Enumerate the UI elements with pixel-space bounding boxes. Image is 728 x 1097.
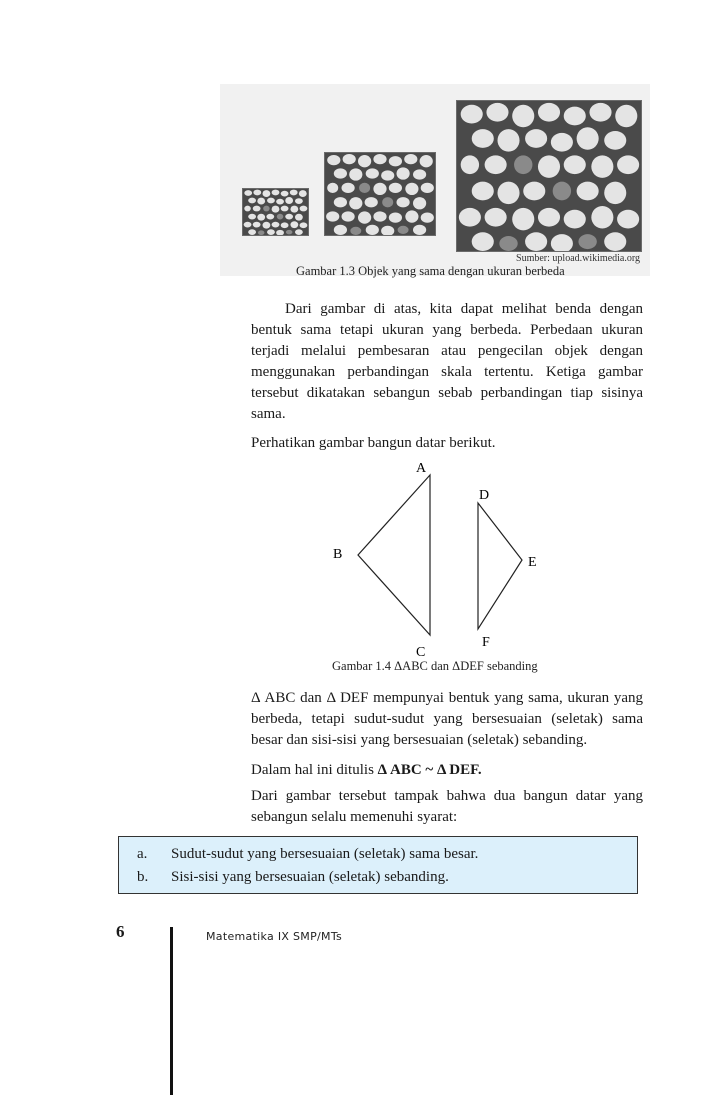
paragraph-intro: Dari gambar di atas, kita dapat melihat benda dengan bentuk sama tetapi ukuran yang berbeda. Perbedaan ukuran terjadi melalui pembesaran atau pengecilan objek dengan menggunakan perbandingan skala tertentu. Ketiga gambar tersebut dikatakan sebangun sebab perbandingan tiap sisinya sama. <box>251 301 643 422</box>
vertex-label-b: B <box>333 547 343 562</box>
similarity-notation: Δ ABC ~ Δ DEF. <box>377 762 482 778</box>
running-head: Matematika IX SMP/MTs <box>206 930 343 943</box>
figure-1-4-caption: Gambar 1.4 ΔABC dan ΔDEF sebanding <box>332 659 538 673</box>
vertex-label-a: A <box>416 461 427 476</box>
vertex-label-d: D <box>479 488 490 503</box>
vertex-label-e: E <box>528 555 537 570</box>
triangle-abc <box>358 475 430 635</box>
cell-image-medium <box>324 152 436 236</box>
cell-image-large <box>456 100 642 252</box>
paragraph-instruction: Perhatikan gambar bangun datar berikut. <box>251 435 496 451</box>
triangle-def <box>478 503 522 629</box>
notation-prefix: Dalam hal ini ditulis <box>251 762 378 778</box>
paragraph-conditions-intro: Dari gambar tersebut tampak bahwa dua bangun datar yang sebangun selalu memenuhi syarat: <box>251 788 643 825</box>
condition-text: Sisi-sisi yang bersesuaian (seletak) sebanding. <box>171 869 449 885</box>
cell-image-small <box>242 188 309 236</box>
image-source-credit: Sumber: upload.wikimedia.org <box>516 253 640 264</box>
vertex-label-f: F <box>482 635 490 650</box>
paragraph-similarity-explanation: Δ ABC dan Δ DEF mempunyai bentuk yang sama, ukuran yang berbeda, tetapi sudut-sudut yang bersesuaian (seletak) sama besar dan sisi-sisi yang bersesuaian (seletak) sebanding. <box>251 690 643 748</box>
footer-divider <box>170 927 173 1095</box>
condition-marker: a. <box>137 846 148 862</box>
vertex-label-c: C <box>416 645 426 660</box>
figure-1-3-caption: Gambar 1.3 Objek yang sama dengan ukuran berbeda <box>296 264 565 278</box>
condition-marker: b. <box>137 869 149 885</box>
similarity-conditions-box <box>118 836 638 894</box>
cell-photo-strip <box>220 84 650 276</box>
condition-text: Sudut-sudut yang bersesuaian (seletak) sama besar. <box>171 846 479 862</box>
paragraph-notation <box>251 760 643 781</box>
similar-triangles-figure <box>300 455 600 665</box>
page-number: 6 <box>116 922 125 941</box>
